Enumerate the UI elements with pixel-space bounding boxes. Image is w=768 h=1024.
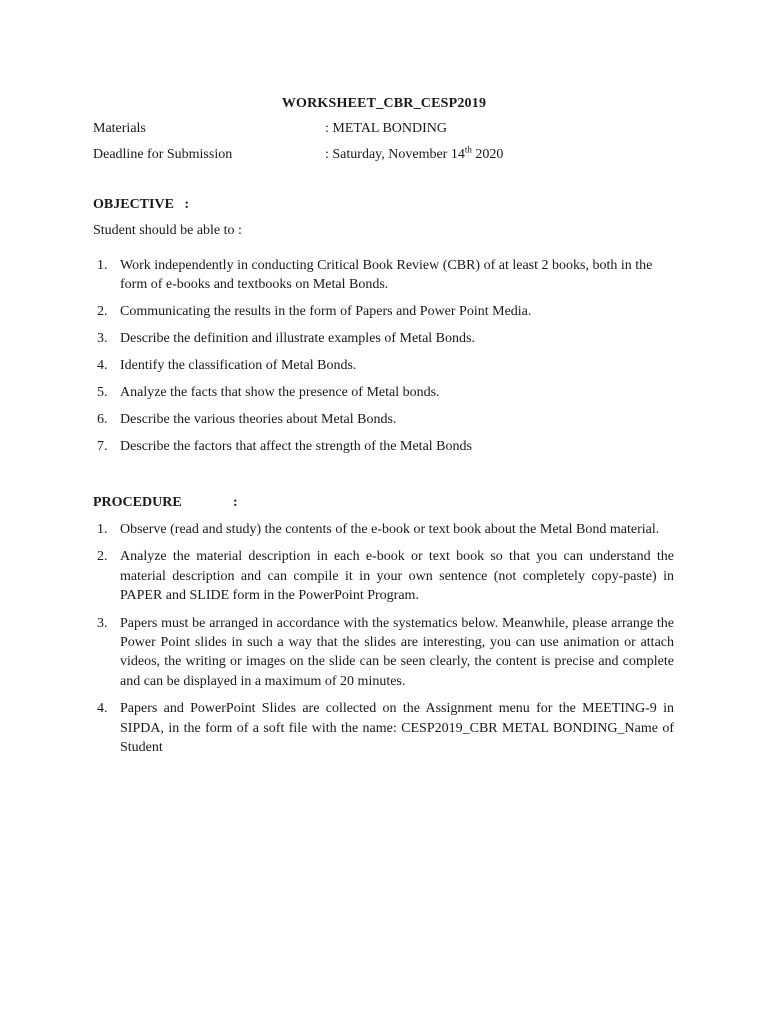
deadline-date: : Saturday, November 14	[325, 147, 465, 162]
list-item-number: 3.	[97, 331, 108, 346]
list-item	[93, 256, 674, 294]
list-item-text: Work independently in conducting Critical Book Review (CBR) of at least 2 books, both in the form of e-books and textbooks on Metal Bonds.	[120, 258, 653, 292]
list-item-number: 1.	[97, 258, 108, 273]
objective-intro: Student should be able to :	[93, 223, 242, 238]
document-title: WORKSHEET_CBR_CESP2019	[281, 96, 487, 111]
list-item-text: Analyze the facts that show the presence of Metal bonds.	[120, 385, 440, 400]
deadline-year: 2020	[471, 147, 504, 162]
materials-value: : METAL BONDING	[325, 121, 448, 136]
list-item-number: 1.	[97, 522, 108, 537]
list-item	[93, 356, 674, 375]
objective-heading: OBJECTIVE :	[93, 197, 190, 212]
list-item-number: 5.	[97, 385, 108, 400]
list-item-text: Describe the definition and illustrate examples of Metal Bonds.	[120, 331, 475, 346]
deadline-value	[325, 145, 503, 164]
deadline-label: Deadline for Submission	[93, 147, 233, 162]
list-item-text: Identify the classification of Metal Bonds.	[120, 358, 357, 373]
list-item	[93, 302, 674, 321]
list-item-text: Describe the various theories about Metal Bonds.	[120, 412, 397, 427]
procedure-heading	[93, 493, 238, 512]
list-item-number: 3.	[97, 615, 108, 631]
list-item-text: Describe the factors that affect the strength of the Metal Bonds	[120, 439, 472, 454]
list-item-number: 2.	[97, 304, 108, 319]
list-item	[93, 547, 674, 605]
deadline-row	[93, 145, 693, 165]
list-item	[93, 520, 674, 539]
list-item-number: 6.	[97, 412, 108, 427]
materials-row	[93, 119, 693, 139]
list-item-number: 4.	[97, 701, 108, 717]
list-item	[93, 437, 674, 456]
list-item	[93, 329, 674, 348]
deadline-ordinal: th	[464, 144, 472, 155]
list-item-text: Communicating the results in the form of Papers and Power Point Media.	[120, 304, 532, 319]
list-item	[93, 614, 674, 692]
list-item-text: Papers and PowerPoint Slides are collected on the Assignment menu for the MEETING-9 in SIPDA, in the form of a soft file with the name: CESP2019_CBR METAL BONDING_Name of Student	[120, 701, 674, 756]
list-item-number: 4.	[97, 358, 108, 373]
objective-list	[93, 256, 674, 464]
list-item-text: Analyze the material description in each e-book or text book so that you can understand the material description and can compile it in your own sentence (not completely copy-paste) in PAPER and SLIDE form in the PowerPoint Program.	[120, 549, 674, 604]
materials-label: Materials	[93, 121, 146, 136]
list-item	[93, 410, 674, 429]
list-item-number: 7.	[97, 439, 108, 454]
list-item-text: Observe (read and study) the contents of the e-book or text book about the Metal Bond material.	[120, 522, 660, 537]
list-item	[93, 699, 674, 757]
procedure-list	[93, 520, 674, 765]
list-item	[93, 383, 674, 402]
list-item-text: Papers must be arranged in accordance with the systematics below. Meanwhile, please arrange the Power Point slides in such a way that the slides are interesting, you can use animation or attach videos, the writing or images on the slide can be seen clearly, the content is precise and complete and can be displayed in a maximum of 20 minutes.	[120, 615, 674, 689]
procedure-heading-label: PROCEDURE	[93, 495, 182, 510]
list-item-number: 2.	[97, 549, 108, 565]
procedure-heading-colon: :	[233, 495, 238, 510]
